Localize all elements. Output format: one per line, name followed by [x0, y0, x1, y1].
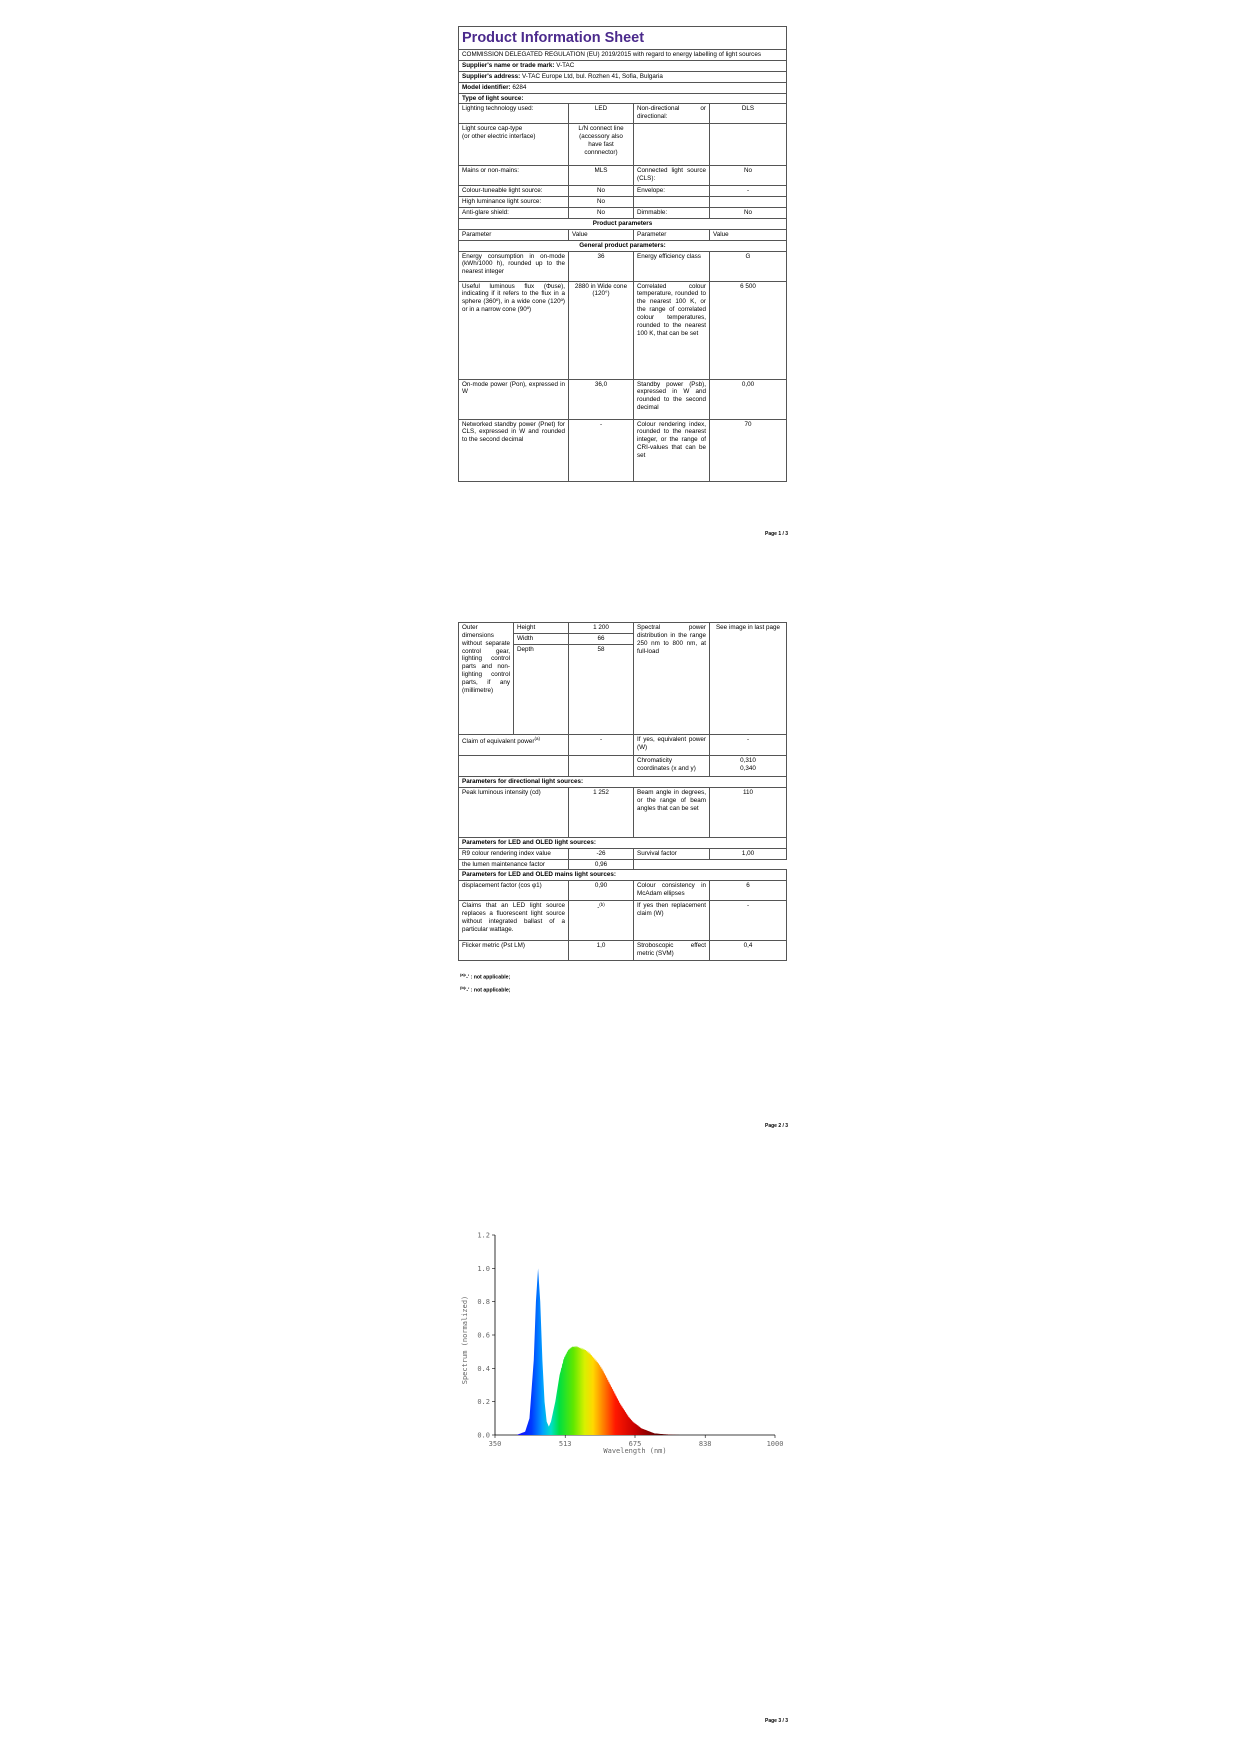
chart-axes: [477, 1232, 783, 1449]
mains-label: Mains or non-mains:: [459, 166, 569, 186]
footnote-b: [460, 985, 511, 994]
spd-value: See image in last page: [710, 623, 787, 735]
page-number-1: Page 1 / 3: [765, 531, 789, 537]
fluorescent-claim-value: [569, 901, 634, 941]
model-label: Model identifier:: [462, 83, 511, 91]
y-tick-label: 0.8: [477, 1298, 490, 1307]
efficiency-class-value: G: [710, 251, 787, 281]
y-tick-label: 0.2: [477, 1398, 490, 1407]
x-tick-label: 1000: [766, 1440, 784, 1448]
lumen-maintenance-label: the lumen maintenance factor: [459, 859, 569, 870]
supplier-name: V-TAC: [556, 61, 575, 69]
colour-tuneable-value: No: [569, 186, 634, 197]
supplier-name-label: Supplier's name or trade mark:: [462, 61, 555, 69]
empty-cell: [710, 124, 787, 166]
connected-label: Connected light source (CLS):: [634, 166, 710, 186]
r9-label: R9 colour rendering index value: [459, 848, 569, 859]
dimmable-label: Dimmable:: [634, 208, 710, 219]
width-value: 66: [569, 634, 634, 645]
empty-cell: [459, 756, 569, 777]
dimmable-value: No: [710, 208, 787, 219]
replacement-claim-value: -: [710, 901, 787, 941]
product-info-table-page2: [458, 622, 787, 961]
y-tick-label: 1.2: [477, 1231, 490, 1240]
regulation-text: COMMISSION DELEGATED REGULATION (EU) 2019/2015 with regard to energy labelling of light sources: [459, 50, 787, 61]
lumen-maintenance-value: 0,96: [569, 859, 634, 870]
colour-consistency-label: Colour consistency in McAdam ellipses: [634, 881, 710, 901]
stroboscopic-value: 0,4: [710, 941, 787, 961]
empty-cell: [569, 756, 634, 777]
x-axis-label: Wavelength (nm): [603, 1447, 667, 1455]
chromaticity-y: 0,340: [740, 764, 756, 772]
page-number-3: Page 3 / 3: [765, 1718, 789, 1724]
fluorescent-claim-text: -: [597, 904, 600, 912]
spectrum-area: [508, 1268, 775, 1435]
depth-value: 58: [569, 645, 634, 735]
footnote-b-text: '-' : not applicable;: [465, 987, 511, 994]
equivalent-power-value: -: [569, 735, 634, 756]
footnote-ref-a: (a): [534, 736, 540, 741]
standby-power-label: Standby power (Psb), expressed in W and rounded to the second decimal: [634, 379, 710, 419]
y-tick-label: 0.4: [477, 1364, 490, 1373]
energy-consumption-label: Energy consumption in on-mode (kWh/1000 h), rounded up to the nearest integer: [459, 251, 569, 281]
cap-type-value: L/N connect line (accessory also have fast connnector): [569, 124, 634, 166]
colour-consistency-value: 6: [710, 881, 787, 901]
led-mains-params-heading: Parameters for LED and OLED mains light sources:: [459, 870, 787, 881]
spd-label: Spectral power distribution in the range 250 nm to 800 nm, at full-load: [634, 623, 710, 735]
x-tick-label: 350: [488, 1440, 502, 1448]
flicker-label: Flicker metric (Pst LM): [459, 941, 569, 961]
y-axis-label: Spectrum (normalized): [461, 1295, 469, 1385]
connected-value: No: [710, 166, 787, 186]
luminous-flux-label: Useful luminous flux (Φuse), indicating if it refers to the flux in a sphere (360º), in a wide cone (120º) or in a narrow cone (90º): [459, 281, 569, 379]
equivalent-power-text: Claim of equivalent power: [462, 738, 535, 746]
col-header-value: Value: [710, 229, 787, 240]
footnote-ref-b: (b): [599, 902, 605, 908]
led-params-heading: Parameters for LED and OLED light sources:: [459, 837, 787, 848]
efficiency-class-label: Energy efficiency class: [634, 251, 710, 281]
x-tick-label: 838: [698, 1440, 712, 1448]
depth-label: Depth: [514, 645, 569, 735]
anti-glare-value: No: [569, 208, 634, 219]
stroboscopic-label: Stroboscopic effect metric (SVM): [634, 941, 710, 961]
empty-cell: [710, 197, 787, 208]
cct-label: Correlated colour temperature, rounded to the nearest 100 K, or the range of correlated colour temperatures, rounded to the nearest 100 K, that can be set: [634, 281, 710, 379]
footnote-a: [460, 972, 510, 981]
peak-intensity-label: Peak luminous intensity (cd): [459, 787, 569, 837]
envelope-value: -: [710, 186, 787, 197]
peak-intensity-value: 1 252: [569, 787, 634, 837]
displacement-value: 0,90: [569, 881, 634, 901]
supplier-address-label: Supplier's address:: [462, 72, 521, 80]
survival-value: 1,00: [710, 848, 787, 859]
energy-consumption-value: 36: [569, 251, 634, 281]
supplier-address-row: [459, 71, 787, 82]
displacement-label: displacement factor (cos φ1): [459, 881, 569, 901]
empty-cell: [710, 859, 787, 870]
footnote-b-mark: (b): [460, 985, 466, 990]
directional-params-heading: Parameters for directional light sources:: [459, 777, 787, 788]
col-header-parameter: Parameter: [459, 229, 569, 240]
directional-label: Non-directional or directional:: [634, 104, 710, 124]
width-label: Width: [514, 634, 569, 645]
lighting-tech-label: Lighting technology used:: [459, 104, 569, 124]
cap-type-label: [459, 124, 569, 166]
cri-label: Colour rendering index, rounded to the nearest integer, or the range of CRI-values that can be set: [634, 419, 710, 481]
type-heading: Type of light source:: [459, 93, 787, 104]
chromaticity-label: Chromaticity coordinates (x and y): [634, 756, 710, 777]
product-params-heading: Product parameters: [459, 219, 787, 230]
col-header-value: Value: [569, 229, 634, 240]
survival-label: Survival factor: [634, 848, 710, 859]
empty-cell: [634, 859, 710, 870]
spectrum-chart: [455, 1225, 795, 1465]
page-number-2: Page 2 / 3: [765, 1123, 789, 1129]
supplier-name-row: [459, 60, 787, 71]
cap-type-label-line1: Light source cap-type: [462, 125, 523, 133]
height-label: Height: [514, 623, 569, 634]
colour-tuneable-label: Colour-tuneable light source:: [459, 186, 569, 197]
height-value: 1 200: [569, 623, 634, 634]
model-identifier: 6284: [512, 83, 527, 91]
high-luminance-value: No: [569, 197, 634, 208]
anti-glare-label: Anti-glare shield:: [459, 208, 569, 219]
chromaticity-x: 0,310: [740, 757, 756, 764]
empty-cell: [634, 124, 710, 166]
x-tick-label: 513: [558, 1440, 572, 1448]
x-tick-label: 675: [628, 1440, 642, 1448]
directional-value: DLS: [710, 104, 787, 124]
high-luminance-label: High luminance light source:: [459, 197, 569, 208]
cct-value: 6 500: [710, 281, 787, 379]
chromaticity-value: [710, 756, 787, 777]
model-row: [459, 82, 787, 93]
equivalent-power-w-value: -: [710, 735, 787, 756]
networked-standby-value: -: [569, 419, 634, 481]
sheet-title: Product Information Sheet: [459, 27, 787, 50]
supplier-address: V-TAC Europe Ltd, bul. Rozhen 41, Sofia, Bulgaria: [521, 72, 663, 80]
beam-angle-label: Beam angle in degrees, or the range of beam angles that can be set: [634, 787, 710, 837]
networked-standby-label: Networked standby power (Pnet) for CLS, expressed in W and rounded to the second decimal: [459, 419, 569, 481]
lighting-tech-value: LED: [569, 104, 634, 124]
fluorescent-claim-label: Claims that an LED light source replaces a fluorescent light source without integrated ballast of a particular wattage.: [459, 901, 569, 941]
on-mode-power-label: On-mode power (Pon), expressed in W: [459, 379, 569, 419]
replacement-claim-label: If yes then replacement claim (W): [634, 901, 710, 941]
envelope-label: Envelope:: [634, 186, 710, 197]
footnote-a-text: '-' : not applicable;: [464, 974, 511, 981]
r9-value: -26: [569, 848, 634, 859]
on-mode-power-value: 36,0: [569, 379, 634, 419]
flicker-value: 1,0: [569, 941, 634, 961]
col-header-parameter: Parameter: [634, 229, 710, 240]
general-params-heading: General product parameters:: [459, 240, 787, 251]
cap-type-label-line2: (or other electric interface): [462, 133, 536, 141]
beam-angle-value: 110: [710, 787, 787, 837]
y-tick-label: 0.0: [477, 1431, 490, 1440]
equivalent-power-label: [459, 735, 569, 756]
mains-value: MLS: [569, 166, 634, 186]
y-tick-label: 1.0: [477, 1264, 490, 1273]
standby-power-value: 0,00: [710, 379, 787, 419]
y-tick-label: 0.6: [477, 1331, 490, 1340]
outer-dims-label: Outer dimensions without separate control gear, lighting control parts and non-lighting control parts, if any (millimetre): [459, 623, 514, 735]
footnote-a-mark: (a): [460, 972, 465, 977]
equivalent-power-w-label: If yes, equivalent power (W): [634, 735, 710, 756]
empty-cell: [634, 197, 710, 208]
luminous-flux-value: 2880 in Wide cone (120°): [569, 281, 634, 379]
cri-value: 70: [710, 419, 787, 481]
product-info-table-page1: [458, 26, 787, 482]
